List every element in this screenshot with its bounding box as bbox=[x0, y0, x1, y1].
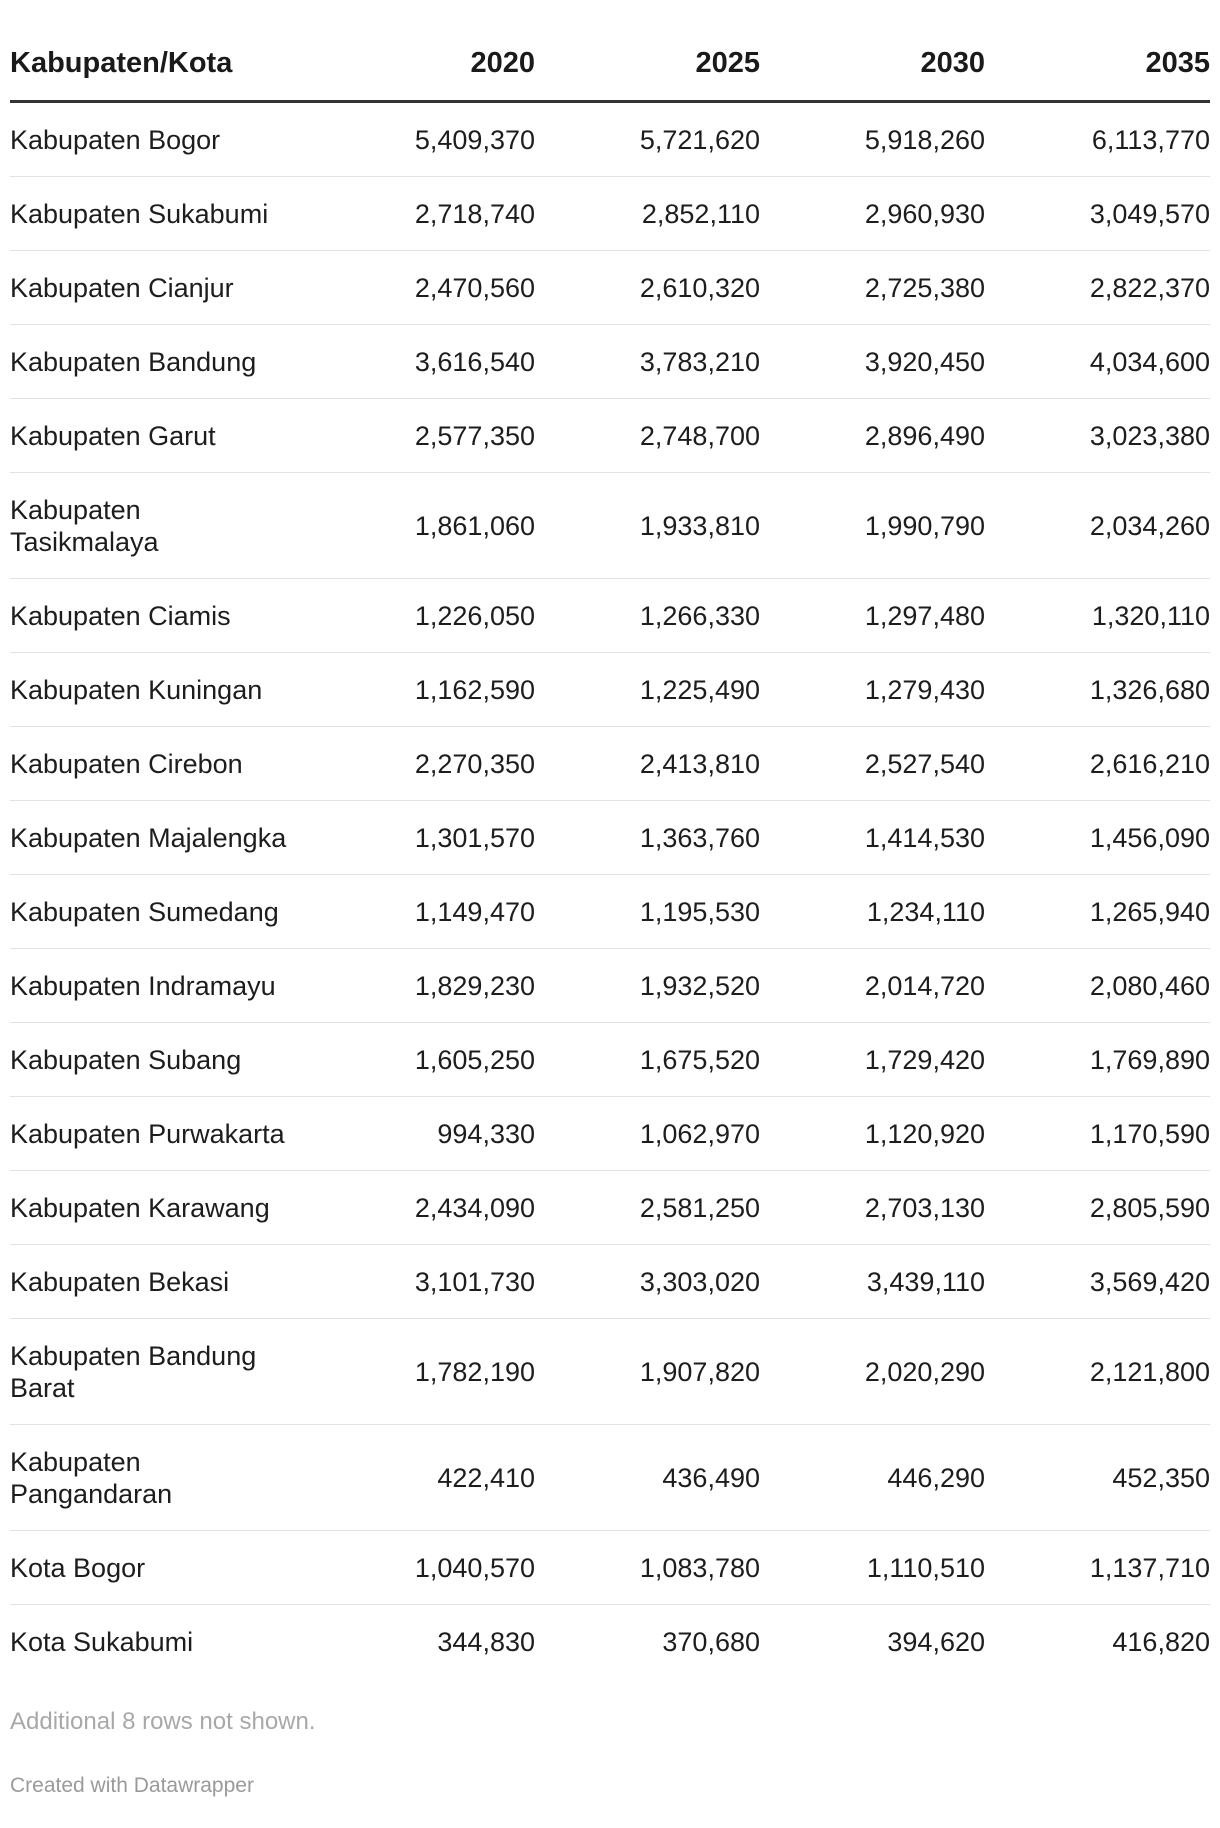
value-cell-2030: 1,297,480 bbox=[760, 579, 985, 653]
table-row bbox=[10, 1605, 1210, 1679]
table-row bbox=[10, 801, 1210, 875]
value-cell-2025: 2,413,810 bbox=[535, 727, 760, 801]
region-cell: Kabupaten Karawang bbox=[10, 1171, 310, 1245]
value-cell-2025: 1,062,970 bbox=[535, 1097, 760, 1171]
value-cell-2020: 2,577,350 bbox=[310, 399, 535, 473]
value-cell-2030: 2,014,720 bbox=[760, 949, 985, 1023]
value-cell-2020: 1,605,250 bbox=[310, 1023, 535, 1097]
value-cell-2020: 1,162,590 bbox=[310, 653, 535, 727]
value-cell-2030: 2,725,380 bbox=[760, 251, 985, 325]
table-row bbox=[10, 177, 1210, 251]
value-cell-2030: 1,110,510 bbox=[760, 1531, 985, 1605]
value-cell-2025: 1,932,520 bbox=[535, 949, 760, 1023]
value-cell-2020: 3,101,730 bbox=[310, 1245, 535, 1319]
value-cell-2020: 1,782,190 bbox=[310, 1319, 535, 1425]
value-cell-2025: 2,610,320 bbox=[535, 251, 760, 325]
value-cell-2020: 422,410 bbox=[310, 1425, 535, 1531]
value-cell-2025: 1,266,330 bbox=[535, 579, 760, 653]
column-header-2030[interactable]: 2030 bbox=[760, 26, 985, 102]
value-cell-2020: 344,830 bbox=[437, 1626, 535, 1657]
table-row bbox=[10, 1425, 1210, 1531]
value-cell-2025: 1,083,780 bbox=[535, 1531, 760, 1605]
table-notes: Additional 8 rows not shown. bbox=[10, 1708, 316, 1735]
value-cell-2030: 2,896,490 bbox=[760, 399, 985, 473]
value-cell-2025: 1,933,810 bbox=[535, 473, 760, 579]
table-header-row bbox=[10, 26, 1210, 102]
region-cell: Kabupaten Garut bbox=[10, 399, 310, 473]
table-row bbox=[10, 1531, 1210, 1605]
value-cell-2030: 2,703,130 bbox=[760, 1171, 985, 1245]
region-cell: Kabupaten Purwakarta bbox=[10, 1097, 310, 1171]
column-header-2020[interactable]: 2020 bbox=[310, 26, 535, 102]
region-cell: Kabupaten Cianjur bbox=[10, 251, 310, 325]
value-cell-2035: 2,034,260 bbox=[985, 473, 1210, 579]
region-cell: Kabupaten Kuningan bbox=[10, 653, 310, 727]
region-cell: Kabupaten Bandung Barat bbox=[10, 1319, 310, 1425]
value-cell-2030: 1,414,530 bbox=[760, 801, 985, 875]
value-cell-2020: 1,040,570 bbox=[310, 1531, 535, 1605]
value-cell-2030: 3,920,450 bbox=[760, 325, 985, 399]
value-cell-2030: 5,918,260 bbox=[760, 102, 985, 177]
value-cell-2035: 3,023,380 bbox=[985, 399, 1210, 473]
value-cell-2030: 3,439,110 bbox=[760, 1245, 985, 1319]
region-cell: Kabupaten Pangandaran bbox=[10, 1425, 310, 1531]
value-cell-2025: 2,581,250 bbox=[535, 1171, 760, 1245]
value-cell-2035: 2,805,590 bbox=[985, 1171, 1210, 1245]
table-row bbox=[10, 251, 1210, 325]
value-cell-2020: 994,330 bbox=[310, 1097, 535, 1171]
region-cell: Kabupaten Ciamis bbox=[10, 579, 310, 653]
value-cell-2025: 1,195,530 bbox=[535, 875, 760, 949]
table-row bbox=[10, 949, 1210, 1023]
value-cell-2025: 5,721,620 bbox=[535, 102, 760, 177]
value-cell-2030: 2,960,930 bbox=[760, 177, 985, 251]
value-cell-2030: 446,290 bbox=[760, 1425, 985, 1531]
value-cell-2035: 2,121,800 bbox=[985, 1319, 1210, 1425]
value-cell-2025: 2,852,110 bbox=[535, 177, 760, 251]
value-cell-2025: 1,907,820 bbox=[535, 1319, 760, 1425]
value-cell-2025: 3,303,020 bbox=[535, 1245, 760, 1319]
value-cell-2020: 1,861,060 bbox=[310, 473, 535, 579]
value-cell-2030: 1,729,420 bbox=[760, 1023, 985, 1097]
table-row bbox=[10, 1171, 1210, 1245]
region-cell: Kabupaten Bogor bbox=[10, 102, 310, 177]
table-row bbox=[10, 399, 1210, 473]
value-cell-2035: 2,616,210 bbox=[985, 727, 1210, 801]
value-cell-2035: 1,769,890 bbox=[985, 1023, 1210, 1097]
value-cell-2035: 1,265,940 bbox=[985, 875, 1210, 949]
value-cell-2035: 2,822,370 bbox=[985, 251, 1210, 325]
column-header-2035[interactable]: 2035 bbox=[985, 26, 1210, 102]
region-cell: Kota Bogor bbox=[10, 1531, 310, 1605]
value-cell-2030: 2,020,290 bbox=[760, 1319, 985, 1425]
value-cell-2020: 2,270,350 bbox=[310, 727, 535, 801]
value-cell-2025: 370,680 bbox=[662, 1626, 760, 1657]
value-cell-2035: 1,137,710 bbox=[985, 1531, 1210, 1605]
value-cell-2020: 2,470,560 bbox=[310, 251, 535, 325]
region-cell: Kota Sukabumi bbox=[10, 1626, 194, 1657]
value-cell-2035: 4,034,600 bbox=[985, 325, 1210, 399]
population-table bbox=[10, 26, 1210, 1678]
value-cell-2035: 1,326,680 bbox=[985, 653, 1210, 727]
table-row bbox=[10, 579, 1210, 653]
region-cell: Kabupaten Majalengka bbox=[10, 801, 310, 875]
region-cell: Kabupaten Bandung bbox=[10, 325, 310, 399]
table-row bbox=[10, 102, 1210, 177]
table-container bbox=[10, 26, 1220, 1798]
region-cell: Kabupaten Subang bbox=[10, 1023, 310, 1097]
value-cell-2020: 1,149,470 bbox=[310, 875, 535, 949]
value-cell-2020: 1,829,230 bbox=[310, 949, 535, 1023]
value-cell-2020: 1,301,570 bbox=[310, 801, 535, 875]
value-cell-2035: 452,350 bbox=[985, 1425, 1210, 1531]
value-cell-2020: 3,616,540 bbox=[310, 325, 535, 399]
table-row bbox=[10, 1097, 1210, 1171]
value-cell-2035: 1,456,090 bbox=[985, 801, 1210, 875]
value-cell-2035: 1,320,110 bbox=[985, 579, 1210, 653]
table-row bbox=[10, 1319, 1210, 1425]
value-cell-2030: 1,279,430 bbox=[760, 653, 985, 727]
value-cell-2030: 2,527,540 bbox=[760, 727, 985, 801]
value-cell-2035: 2,080,460 bbox=[985, 949, 1210, 1023]
region-cell: Kabupaten Bekasi bbox=[10, 1245, 310, 1319]
value-cell-2025: 1,675,520 bbox=[535, 1023, 760, 1097]
column-header-region[interactable]: Kabupaten/Kota bbox=[10, 26, 310, 102]
value-cell-2025: 1,225,490 bbox=[535, 653, 760, 727]
table-row bbox=[10, 473, 1210, 579]
table-row bbox=[10, 875, 1210, 949]
value-cell-2030: 1,234,110 bbox=[760, 875, 985, 949]
region-cell: Kabupaten Sukabumi bbox=[10, 177, 310, 251]
region-cell: Kabupaten Sumedang bbox=[10, 875, 310, 949]
value-cell-2025: 436,490 bbox=[535, 1425, 760, 1531]
value-cell-2025: 1,363,760 bbox=[535, 801, 760, 875]
value-cell-2030: 1,120,920 bbox=[760, 1097, 985, 1171]
table-row bbox=[10, 727, 1210, 801]
value-cell-2025: 3,783,210 bbox=[535, 325, 760, 399]
region-cell: Kabupaten Indramayu bbox=[10, 949, 310, 1023]
table-row bbox=[10, 653, 1210, 727]
table-row bbox=[10, 325, 1210, 399]
value-cell-2020: 5,409,370 bbox=[310, 102, 535, 177]
value-cell-2035: 3,569,420 bbox=[985, 1245, 1210, 1319]
value-cell-2035: 416,820 bbox=[1112, 1626, 1210, 1657]
value-cell-2030: 1,990,790 bbox=[760, 473, 985, 579]
value-cell-2035: 3,049,570 bbox=[985, 177, 1210, 251]
value-cell-2025: 2,748,700 bbox=[535, 399, 760, 473]
value-cell-2035: 1,170,590 bbox=[985, 1097, 1210, 1171]
value-cell-2035: 6,113,770 bbox=[985, 102, 1210, 177]
table-body bbox=[10, 102, 1210, 1679]
value-cell-2020: 1,226,050 bbox=[310, 579, 535, 653]
table-row bbox=[10, 1023, 1210, 1097]
table-row bbox=[10, 1245, 1210, 1319]
region-cell: Kabupaten Cirebon bbox=[10, 727, 310, 801]
column-header-2025[interactable]: 2025 bbox=[535, 26, 760, 102]
datawrapper-credit[interactable]: Created with Datawrapper bbox=[10, 1774, 254, 1797]
value-cell-2020: 2,718,740 bbox=[310, 177, 535, 251]
region-cell: Kabupaten Tasikmalaya bbox=[10, 473, 310, 579]
value-cell-2030: 394,620 bbox=[887, 1626, 985, 1657]
value-cell-2020: 2,434,090 bbox=[310, 1171, 535, 1245]
